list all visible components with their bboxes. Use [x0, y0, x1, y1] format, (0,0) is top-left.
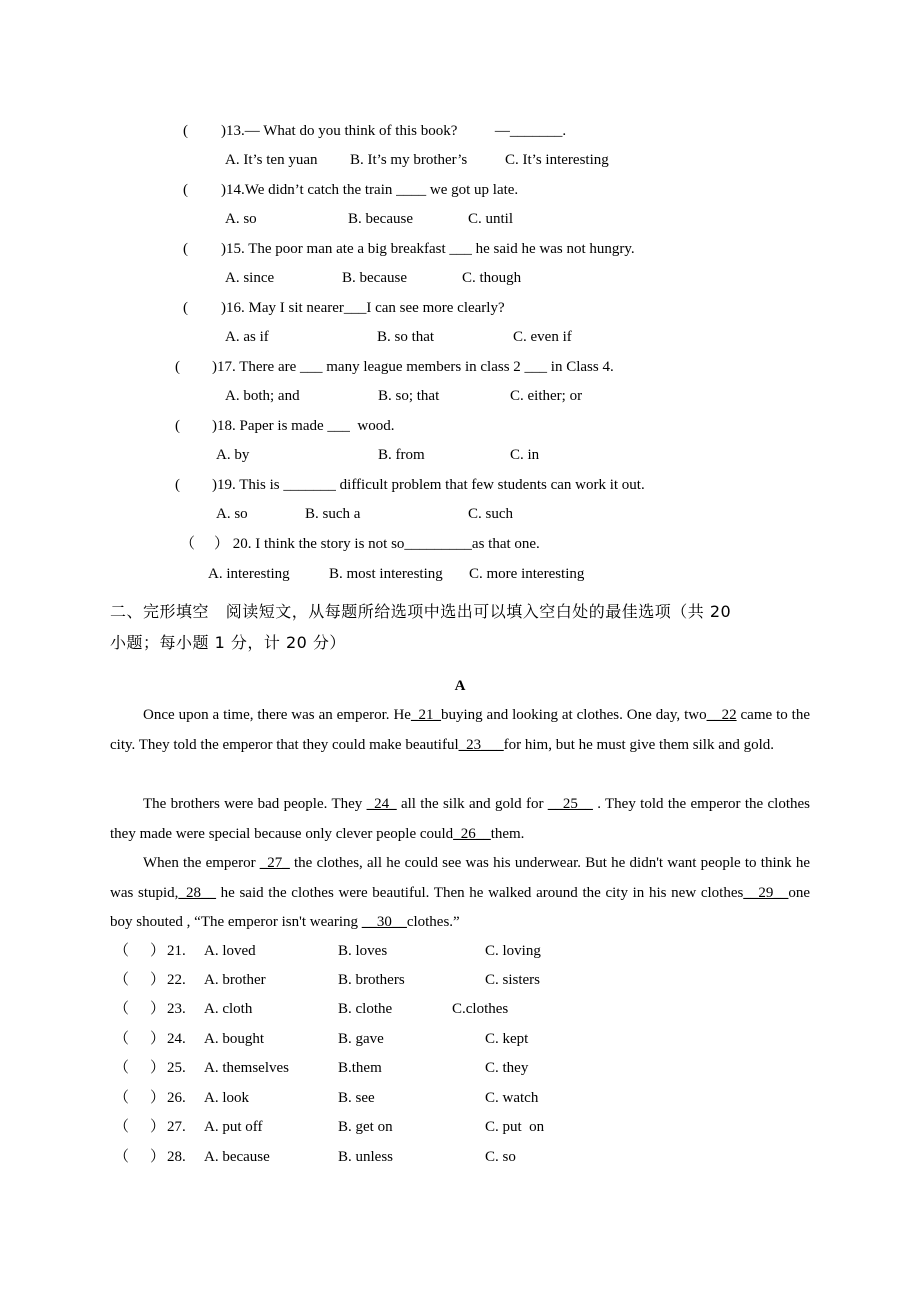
option-b: B. It’s my brother’s	[350, 152, 468, 168]
blank-23: _23___	[458, 736, 504, 753]
answer-paren-open: （	[114, 1119, 130, 1135]
option-c: C. they	[485, 1060, 529, 1076]
option-a: A. because	[204, 1149, 270, 1165]
answer-paren-close: ）	[150, 1149, 166, 1165]
answer-paren-open: （	[114, 1060, 130, 1076]
answer-number: 21.	[167, 943, 186, 959]
passage-title: A	[454, 678, 466, 694]
text: the clothes, all he could see was his underwear. But he didn't want people to think he was stupid,	[110, 855, 810, 901]
text: The brothers were bad people. They	[143, 796, 367, 812]
option-c: C. until	[468, 211, 514, 227]
answer-paren: (	[183, 300, 188, 316]
passage-paragraph-3	[110, 849, 810, 938]
answer-paren-close: ）	[150, 943, 166, 959]
option-a: A. look	[204, 1090, 249, 1106]
answer-paren: (	[183, 123, 188, 139]
option-a: A. by	[216, 447, 250, 463]
option-c: C. watch	[485, 1090, 539, 1106]
option-c: C. put on	[485, 1119, 545, 1135]
blank-24: _24_	[366, 796, 397, 812]
option-a: A. themselves	[204, 1060, 289, 1076]
option-a: A. interesting	[208, 566, 290, 582]
question-stem-19: )19. This is _______ difficult problem that few students can work it out.	[212, 477, 645, 493]
blank-21: _21_	[410, 707, 441, 723]
answer-paren: (	[183, 182, 188, 198]
answer-number: 26.	[167, 1090, 186, 1106]
option-b: B. because	[348, 211, 413, 227]
text: one boy shouted , “The emperor isn't wearing	[110, 884, 811, 930]
answer-paren: (	[175, 477, 180, 493]
answer-paren-open: （	[114, 1090, 130, 1106]
answer-paren-open: （	[114, 1031, 130, 1047]
option-b: B. see	[338, 1090, 375, 1106]
answer-paren-open: （	[114, 972, 130, 988]
option-b: B. most interesting	[329, 566, 443, 582]
option-a: A. as if	[225, 329, 269, 345]
option-b: B. get on	[338, 1119, 393, 1135]
option-c: C. It’s interesting	[505, 152, 609, 168]
answer-paren: (	[183, 241, 188, 257]
answer-paren-close: ）	[150, 1031, 166, 1047]
text: for him, but he must give them silk and gold.	[503, 736, 775, 753]
option-c: C. in	[510, 447, 540, 463]
section-heading-line2: 小题；每小题 1 分，计 20 分）	[110, 633, 346, 652]
answer-paren: (	[175, 359, 180, 375]
answer-paren: （	[180, 536, 196, 552]
answer-paren-open: （	[114, 943, 130, 959]
option-b: B. clothe	[338, 1001, 393, 1017]
option-a: A. since	[225, 270, 275, 286]
option-a: A. both; and	[225, 388, 300, 404]
passage-paragraph-1	[110, 701, 810, 760]
blank-30: __30__	[361, 914, 407, 930]
answer-paren-close: ）	[150, 1060, 166, 1076]
option-b: B. brothers	[338, 972, 405, 988]
answer-paren-open: （	[114, 1001, 130, 1017]
blank-27: _27_	[259, 855, 290, 871]
option-c: C. so	[485, 1149, 516, 1165]
option-a: A. so	[225, 211, 257, 227]
option-c: C. kept	[485, 1031, 529, 1047]
blank-29: __29__	[743, 884, 789, 901]
option-a: A. bought	[204, 1031, 264, 1047]
answer-paren: (	[175, 418, 180, 434]
option-c: C. though	[462, 270, 522, 286]
option-c: C. such	[468, 506, 513, 522]
question-stem-14: )14.We didn’t catch the train ____ we got up late.	[221, 182, 519, 198]
option-b: B. so; that	[378, 388, 440, 404]
section-heading-line1: 二、完形填空 阅读短文，从每题所给选项中选出可以填入空白处的最佳选项（共 20	[110, 602, 732, 621]
text: he said the clothes were beautiful. Then he walked around the city in his new clothes	[215, 884, 744, 901]
question-stem-15: )15. The poor man ate a big breakfast ___ he said he was not hungry.	[221, 241, 635, 257]
answer-number: 24.	[167, 1031, 186, 1047]
option-c: C. more interesting	[469, 566, 585, 582]
text: . They told the emperor the clothes they made were special because only clever people could	[110, 796, 810, 842]
blank-26: _26__	[453, 825, 491, 842]
text: Once upon a time, there was an emperor. He	[143, 707, 411, 723]
option-c: C. either; or	[510, 388, 583, 404]
answer-paren-open: （	[114, 1149, 130, 1165]
blank-28: _28__	[178, 884, 216, 901]
option-b: B. because	[342, 270, 407, 286]
text: When the emperor	[143, 855, 260, 871]
option-b: B.them	[338, 1060, 382, 1076]
answer-number: 27.	[167, 1119, 186, 1135]
option-a: A. cloth	[204, 1001, 253, 1017]
option-b: B. so that	[377, 329, 435, 345]
passage-paragraph-2	[110, 790, 810, 849]
option-c: C. even if	[513, 329, 572, 345]
answer-paren-close: ）	[150, 1090, 166, 1106]
question-stem-18: )18. Paper is made ___ wood.	[212, 418, 395, 434]
answer-number: 22.	[167, 972, 186, 988]
text: them.	[490, 825, 525, 842]
option-c: C. loving	[485, 943, 541, 959]
option-a: A. loved	[204, 943, 256, 959]
answer-paren-close: ）	[150, 1001, 166, 1017]
text: all the silk and gold for	[396, 796, 548, 812]
question-stem-13: )13.— What do you think of this book? —_______.	[221, 123, 567, 139]
blank-25: __25__	[547, 796, 593, 812]
option-a: A. It’s ten yuan	[225, 152, 318, 168]
option-a: A. brother	[204, 972, 266, 988]
answer-number: 25.	[167, 1060, 186, 1076]
text: came to the city. They told the emperor that they could make beautiful	[110, 707, 810, 753]
option-c: C.clothes	[452, 1001, 509, 1017]
option-a: A. so	[216, 506, 248, 522]
answer-number: 28.	[167, 1149, 186, 1165]
option-b: B. such a	[305, 506, 361, 522]
question-stem-17: )17. There are ___ many league members in class 2 ___ in Class 4.	[212, 359, 614, 375]
option-b: B. unless	[338, 1149, 394, 1165]
text: buying and looking at clothes. One day, two	[440, 707, 707, 723]
question-stem-20: ） 20. I think the story is not so_________as that one.	[214, 536, 540, 552]
answer-paren-close: ）	[150, 972, 166, 988]
answer-paren-close: ）	[150, 1119, 166, 1135]
option-b: B. loves	[338, 943, 388, 959]
blank-22: __22	[706, 707, 737, 723]
option-a: A. put off	[204, 1119, 263, 1135]
option-c: C. sisters	[485, 972, 541, 988]
option-b: B. from	[378, 447, 425, 463]
text: clothes.”	[406, 914, 460, 930]
option-b: B. gave	[338, 1031, 384, 1047]
question-stem-16: )16. May I sit nearer___I can see more clearly?	[221, 300, 505, 316]
answer-number: 23.	[167, 1001, 186, 1017]
